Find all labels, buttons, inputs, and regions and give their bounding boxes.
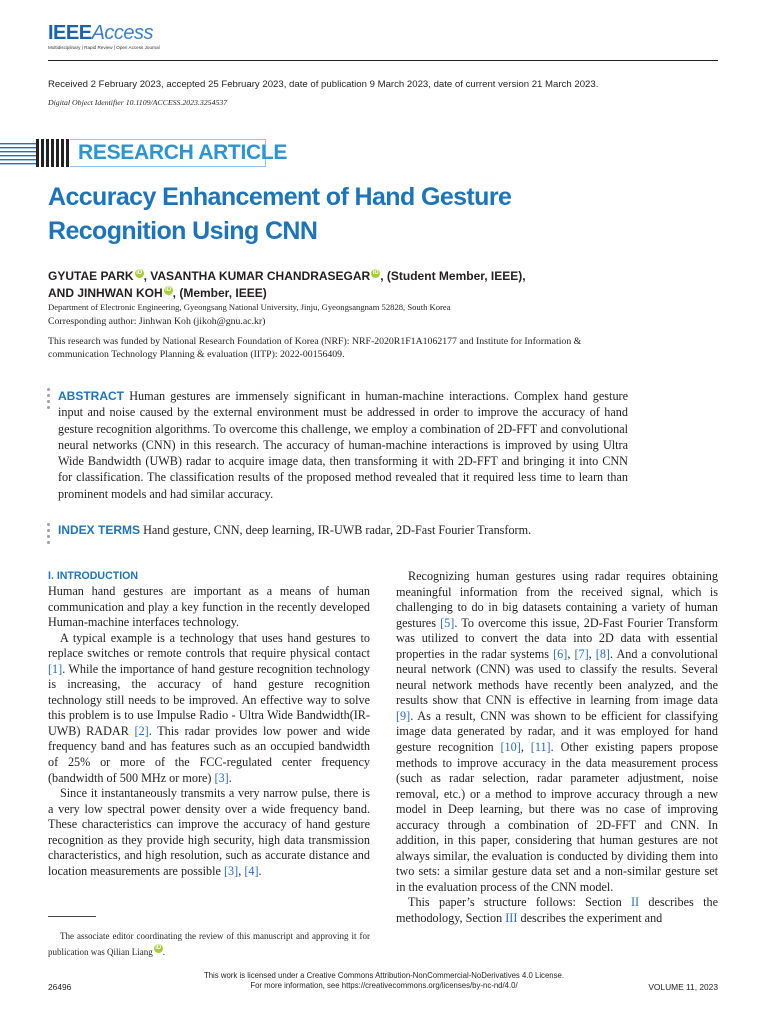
banner-stripes-graphic	[0, 137, 70, 169]
page-number: 26496	[48, 982, 72, 992]
intro-paragraph-2	[48, 631, 370, 786]
paper-title: Accuracy Enhancement of Hand Gesture Recognition Using CNN	[48, 183, 512, 245]
index-terms	[58, 523, 658, 538]
intro-paragraph-5	[396, 895, 718, 926]
corresponding-author: Corresponding author: Jinhwan Koh (jikoh@gnu.ac.kr)	[48, 316, 266, 327]
text-run: This paper’s structure follows: Section	[408, 895, 631, 910]
text-run: . This radar provides low power and wide frequency band and has features such as an occupied bandwidth of 25% or more of the FCC-regulated center frequency (bandwidth of 500 MHz or more)	[48, 723, 370, 785]
author-list	[48, 268, 648, 302]
text-run: . To overcome this issue, 2D-Fast Fourier Transform was utilized to convert the data into 2D data with essential properties in the radar systems	[396, 615, 719, 661]
citation-link[interactable]: [3]	[224, 863, 239, 878]
journal-logo-ieee: IEEE	[48, 22, 92, 44]
editor-footnote-text: The associate editor coordinating the review of this manuscript and approving it for publication was Qilian Liang	[48, 931, 370, 957]
license-line-1: This work is licensed under a Creative Commons Attribution-NonCommercial-NoDerivatives 4.0 License.	[203, 971, 565, 980]
text-run: ,	[567, 646, 575, 661]
text-run: . As a result, CNN was shown to be efficient for classifying image data generated by radar, and it was employed for hand gesture recognition	[396, 708, 718, 755]
footnote-rule	[48, 916, 96, 917]
citation-link[interactable]: [9]	[396, 708, 411, 723]
text-run: Since it instantaneously transmits a very narrow pulse, there is a very low spectral power density over a wide frequency band. These characteristics can improve the accuracy of hand gesture recognition as they provide high security, high data transmission characteristics, and high resolution, such as accurate distance and location measurements are possible	[48, 786, 370, 878]
citation-link[interactable]: [4]	[244, 863, 259, 878]
abstract-text: Human gestures are immensely significant in human-machine interactions. Complex hand gesture input and noise caused by the external environment must be addressed in order to improve the accuracy of hand gesture recognition algorithms. To overcome this challenge, we employ a combination of 2D-FFT and convolutional neural networks (CNN) in this research. The accuracy of human-machine interactions is improved by using Ultra Wide Bandwidth (UWB) radar to acquire image data, then transforming it with 2D-FFT and bringing it into CNN for classification. The classification results of the proposed method revealed that it required less time to learn than prominent models and had similar accuracy.	[58, 389, 629, 501]
text-run: .	[228, 770, 232, 785]
orcid-icon[interactable]: iD	[136, 270, 143, 276]
index-terms-text: Hand gesture, CNN, deep learning, IR-UWB radar, 2D-Fast Fourier Transform.	[143, 523, 532, 537]
journal-logo-access: Access	[91, 22, 154, 44]
orcid-icon[interactable]: iD	[165, 287, 172, 293]
right-column	[396, 569, 718, 927]
text-run: . Other existing papers propose methods to improve accuracy in the data measurement process (such as radar selection, radar parameter adjustment, noise removal, etc.) or a method to improve accuracy through a new model in Deep learning, but there was no case of improving accuracy through a combination of 2D-FFT and CNN. In addition, in this paper, considering that human gestures are not always similar, the evaluation is conducted by dividing them into two sets: a similar gesture data set and a non-similar gesture set in the evaluation process of the CNN model.	[396, 740, 718, 894]
doi: Digital Object Identifier 10.1109/ACCESS.2023.3254537	[48, 98, 228, 107]
citation-link[interactable]: [10]	[500, 740, 521, 755]
citation-link[interactable]: [2]	[134, 723, 149, 738]
editor-footnote	[48, 929, 370, 960]
text-run: .	[258, 863, 262, 878]
affiliation: Department of Electronic Engineering, Gyeongsang National University, Jinju, Gyeongsangnam 52828, South Korea	[48, 302, 451, 312]
index-terms-marker	[47, 523, 51, 547]
volume-info: VOLUME 11, 2023	[648, 982, 718, 992]
intro-paragraph-3	[48, 786, 370, 879]
left-column	[48, 569, 370, 879]
text-run: . While the importance of hand gesture recognition technology is increasing, the accuracy of hand gesture recognition technology still needs to be improved. An effective way to solve this problem is to use Impulse Radio - Ultra Wide Bandwidth(IR-UWB) RADAR	[48, 661, 370, 738]
footnote-period: .	[162, 947, 165, 957]
text-run: A typical example is a technology that uses hand gestures to replace switches or remote controls that require physical contact	[48, 630, 370, 661]
funding-statement: This research was funded by National Research Foundation of Korea (NRF): NRF-2020R1F1A1062177 and Institute for Information & communication Technology Planning & evaluation (IITP): 2022-00156409.	[48, 336, 582, 360]
author-1: GYUTAE PARK	[48, 269, 134, 283]
text-run: ,	[520, 740, 531, 755]
index-terms-label: INDEX TERMS	[58, 523, 141, 537]
header-rule	[48, 60, 718, 61]
intro-paragraph-4	[396, 569, 718, 895]
citation-link[interactable]: [1]	[48, 661, 63, 676]
citation-link[interactable]: [8]	[595, 646, 610, 661]
abstract	[58, 388, 628, 502]
section-link[interactable]: III	[505, 911, 518, 926]
citation-link[interactable]: [3]	[214, 770, 229, 785]
journal-logo	[48, 22, 153, 45]
abstract-label: ABSTRACT	[58, 389, 124, 403]
abstract-marker	[47, 388, 51, 412]
citation-link[interactable]: [5]	[440, 615, 455, 630]
orcid-icon[interactable]: iD	[372, 270, 379, 276]
text-run: describes the experiment and	[517, 911, 663, 926]
author-3-membership: , (Member, IEEE)	[172, 286, 267, 300]
orcid-icon[interactable]: iD	[155, 945, 162, 951]
section-link[interactable]: II	[631, 895, 640, 910]
text-run: describes the methodology, Section	[396, 895, 718, 926]
text-run: ,	[238, 863, 245, 878]
citation-link[interactable]: [6]	[553, 646, 568, 661]
journal-tagline: Multidisciplinary | Rapid Review | Open Access Journal	[48, 45, 160, 50]
author-2-membership: , (Student Member, IEEE),	[380, 269, 526, 283]
license-line-2[interactable]: For more information, see https://creativecommons.org/licenses/by-nc-nd/4.0/	[250, 981, 518, 990]
received-dates: Received 2 February 2023, accepted 25 February 2023, date of publication 9 March 2023, date of current version 21 March 2023.	[48, 79, 599, 90]
text-run: ,	[588, 646, 596, 661]
author-2: , VASANTHA KUMAR CHANDRASEGAR	[143, 269, 371, 283]
text-run: . And a convolutional neural network (CNN) was used to classify the results. Several neural network methods have recently been analyzed, and the results show that CNN is effective in learning from image data	[396, 646, 719, 708]
intro-paragraph-1: Human hand gestures are important as a means of human communication and play a key function in the recently developed Human-machine interfaces technology.	[48, 584, 370, 630]
author-3: AND JINHWAN KOH	[48, 286, 163, 300]
section-heading-introduction: I. INTRODUCTION	[48, 570, 139, 582]
text-run: Recognizing human gestures using radar requires obtaining meaningful information from the received signal, which is challenging to do in big datasets containing a variety of human gestures	[396, 569, 718, 630]
citation-link[interactable]: [7]	[574, 646, 589, 661]
citation-link[interactable]: [11]	[530, 740, 551, 755]
article-type: RESEARCH ARTICLE	[78, 141, 288, 164]
